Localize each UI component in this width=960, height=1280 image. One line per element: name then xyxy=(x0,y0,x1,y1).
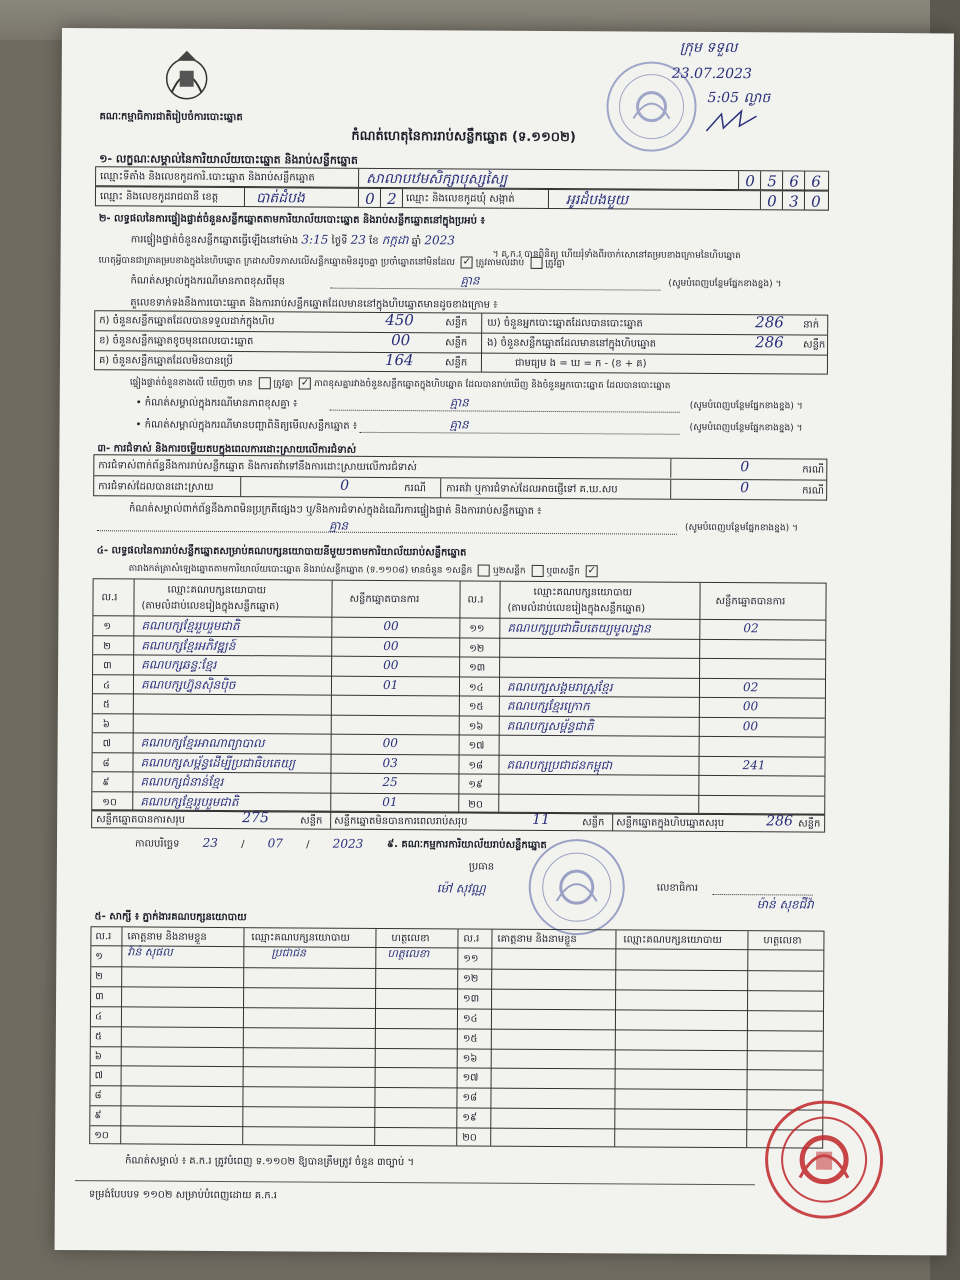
province-code-digit: 2 xyxy=(380,189,403,207)
fig-e-unit: សន្លឹក xyxy=(803,339,826,351)
fig-d-value: 286 xyxy=(755,313,784,332)
total-invalid-label: សន្លឹកឆ្នោតមិនបានការពេលរាប់សរុប xyxy=(334,815,468,828)
party-number: ២០ xyxy=(468,798,483,811)
total-ballots-label: សន្លឹកឆ្នោតក្នុងហិបឆ្នោតសរុប xyxy=(616,817,725,830)
witness-row-number: ៩ xyxy=(94,1110,102,1122)
checkbox-checked[interactable]: ✓ xyxy=(300,377,310,389)
s2-opt1-label: ត្រូវតាមលំដាប់ xyxy=(475,258,525,269)
w-col-sign-right: ហត្ថលេខា xyxy=(763,935,802,947)
resolved-value: 0 xyxy=(340,477,350,494)
issuer-name: គណៈកម្មាធិការជាតិរៀបចំការបោះឆ្នោត xyxy=(99,111,243,124)
checkbox[interactable] xyxy=(258,377,270,389)
s4-opt3-label: ឬ៣សន្លឹក xyxy=(546,566,580,577)
witness-row-number: ៤ xyxy=(94,1010,103,1022)
party-name: គណបក្សជំនាន់ខ្មែរ xyxy=(140,774,224,789)
party-number: ៥ xyxy=(102,699,110,711)
witness-row-number: ៥ xyxy=(94,1030,102,1042)
form-title: កំណត់ហេតុនៃការរាប់សន្លឹកឆ្នោត (ទ.១១០២) xyxy=(351,128,576,146)
party-votes: 00 xyxy=(742,699,759,714)
party-votes: 03 xyxy=(382,755,398,770)
fig-b-value: 00 xyxy=(391,331,411,350)
witness-row-number: ៧ xyxy=(94,1070,103,1082)
witness-row-number: ១១ xyxy=(463,953,479,965)
secretary-signature: ម៉ាន់ សុខជីវ៉ា xyxy=(756,897,814,912)
fig-d-unit: នាក់ xyxy=(803,319,820,331)
s3-note-value: គ្មាន xyxy=(328,518,349,533)
total-ballots-unit: សន្លឹក xyxy=(798,818,821,830)
form-code: ទម្រង់បែបបទ ១១០២ សម្រាប់បំពេញដោយ គ.ក.រ xyxy=(88,1189,278,1202)
date-month: 07 xyxy=(267,836,284,851)
party-name: គណបក្សខ្មែររួបរួមជាតិ xyxy=(141,618,240,634)
s2-note3-label: • កំណត់សម្គាល់ក្នុងករណីមានបញ្ហាពិនិត្យមើលសន្លឹកឆ្នោត ៖ xyxy=(135,419,358,432)
w-col-party-right: ឈ្មោះគណបក្សនយោបាយ xyxy=(623,934,722,947)
party-votes: 00 xyxy=(742,718,759,733)
checkbox-checked[interactable]: ✓ xyxy=(587,565,596,577)
s2-para3: តួលេខទាក់ទងនឹងការបោះឆ្នោត និងការរាប់សន្លឹកឆ្នោតដែលមាននៅក្នុងហិបឆ្នោតមានដូចខាងក្រោម ៖ xyxy=(130,297,498,311)
s2-para2-text: ហេតុអ្វីបានជាត្រាគម្របខាងក្នុងនៃហិបឆ្នោត ក្រដាសបិទភាសលើសន្លឹកឆ្នោតមិនដូចគ្នា ប្រចាំឆ្នោតនៅមិនដែល xyxy=(98,255,455,268)
objections-unit: ករណី xyxy=(802,464,825,476)
witness-row-number: ២ xyxy=(95,971,103,983)
s1-row1-label: ឈ្មោះទីតាំង និងលេខកូដការិ.បោះឆ្នោត និងរាប់សន្លឹកឆ្នោត xyxy=(100,171,315,184)
verification-day: 23 xyxy=(350,232,366,247)
total-valid-unit: សន្លឹក xyxy=(300,815,323,827)
secretary-label: លេខាធិការ xyxy=(656,882,699,894)
witness-row-number: ១៤ xyxy=(462,1013,478,1025)
w-col-no-left: ល.រ xyxy=(95,931,112,943)
col-party-sub-left: (តាមលំដាប់លេខរៀងក្នុងសន្លឹកឆ្នោត) xyxy=(141,600,280,613)
party-number: ១ xyxy=(103,621,111,633)
resolved-unit: ករណី xyxy=(404,483,426,495)
s2-para1-rest: ។ គ.ក.រ បានពិនិត្យ ហើយរុំទាំងពីរចាក់សោនៅគម្របខាងក្រោមនៃហិបឆ្នោត xyxy=(492,249,741,262)
s2-note1-suffix: (សូមបំពេញបន្ថែមផ្នែកខាងខ្នង) ។ xyxy=(668,278,782,290)
party-name: គណបក្សខ្មែរអភិវឌ្ឍន៍ xyxy=(141,637,236,653)
s4-intro xyxy=(129,562,601,578)
party-name: គណបក្សសម្ព័ន្ធជាតិ xyxy=(506,718,594,733)
total-invalid-value: 11 xyxy=(532,811,551,828)
party-name: គណបក្សប្រជាជនកម្ពុជា xyxy=(506,757,613,772)
fig-a-value: 450 xyxy=(385,310,414,330)
s3-table xyxy=(93,454,827,500)
fig-b-unit: សន្លឹក xyxy=(445,337,468,349)
party-number: ១៩ xyxy=(468,779,484,791)
witness1-name: វ៉ាន់ សុផល xyxy=(127,945,173,959)
s2-note1-value: គ្មាន xyxy=(460,273,480,288)
total-invalid-unit: សន្លឹក xyxy=(582,817,605,829)
checkbox-checked[interactable]: ✓ xyxy=(462,256,472,268)
forwarded-label: ការតវ៉ា ឬការជំទាស់ដែលអាចផ្ញើទៅ គ.ឃ.សប xyxy=(446,483,618,496)
party-name: គណបក្សហ្វ៊ុនស៊ិនប៉ិច xyxy=(140,676,236,692)
party-name: គណបក្សឆន្ទៈខ្មែរ xyxy=(141,657,217,672)
section1-heading: ១- លក្ខណៈសម្គាល់នៃការិយាល័យបោះឆ្នោត និងរាប់សន្លឹកឆ្នោត xyxy=(99,152,358,167)
col-party-sub-right: (តាមលំដាប់លេខរៀងក្នុងសន្លឹកឆ្នោត) xyxy=(507,602,646,615)
party-name: គណបក្សសម្ព័ន្ធដើម្បីប្រជាធិបតេយ្យ xyxy=(140,754,296,770)
day-label: ថ្ងៃទី xyxy=(331,235,348,247)
party-name: គណបក្សខ្មែរអាណាព្យាបាល xyxy=(140,735,265,751)
s2-check-line xyxy=(130,376,671,393)
s2-para2 xyxy=(99,254,565,270)
s4-intro-text: តារាងកត់ត្រាសំឡេងឆ្នោតតាមការិយាល័យបោះឆ្នោត និងរាប់សន្លឹកឆ្នោត (ទ.១១០៨) មានចំនួន ១សន្លឹក xyxy=(128,563,473,577)
commune-code-digit: 0 xyxy=(760,191,783,209)
chair-label: ប្រធាន xyxy=(468,861,495,873)
w-col-party-left: ឈ្មោះគណបក្សនយោបាយ xyxy=(251,932,350,944)
fig-b-label: ខ) ចំនួនសន្លឹកឆ្នោតខូចមុនពេលបោះឆ្នោត xyxy=(99,335,254,348)
s2-opt2-label: ត្រូវគ្នា xyxy=(545,258,565,269)
committee-stamp xyxy=(528,839,625,936)
commune-name: អូរដំបងមួយ xyxy=(565,192,629,209)
footer-note: កំណត់សម្គាល់ ៖ គ.ក.រ ត្រូវបំពេញ ទ.១១០២ ឱ្យបានត្រឹមត្រូវ ចំនួន ៣ច្បាប់ ។ xyxy=(125,1155,415,1169)
forwarded-unit: ករណី xyxy=(802,485,824,497)
official-stamp-red xyxy=(765,1100,884,1219)
party-number: ៧ xyxy=(102,738,111,750)
party-votes: 00 xyxy=(383,618,399,634)
received-time: 5:05 ល្ងាច xyxy=(707,89,771,107)
party-number: ១០ xyxy=(102,796,117,808)
s3-note-label: កំណត់សម្គាល់ពាក់ព័ន្ធនឹងភាពមិនប្រក្រតីផ្សេងៗ ឬ/និងការជំទាស់ក្នុងដំណើរការផ្ទៀងផ្ទាត់ និងការរាប់សន្លឹកឆ្នោត ៖ xyxy=(129,503,542,517)
witness-row-number: ៨ xyxy=(94,1090,102,1102)
year-label: ឆ្នាំ xyxy=(411,236,422,248)
fig-formula: ជាមធ្យម ង = ឃ = ក - (ខ + គ) xyxy=(514,357,647,370)
resolved-label: ការជំទាស់ដែលបានដោះស្រាយ xyxy=(98,481,214,493)
party-votes: 00 xyxy=(382,735,398,751)
province-code-digit: 0 xyxy=(358,189,381,207)
check-line-text: ផ្ទៀងផ្ទាត់ចំនួនខាងលើ ឃើញថា មាន xyxy=(129,377,253,389)
date-day: 23 xyxy=(202,835,218,850)
s2-para1-text: ការផ្ទៀងផ្ទាត់ចំនួនសន្លឹកឆ្នោតធ្វើឡើងនៅម៉ោង xyxy=(130,234,299,247)
party-name: គណបក្សសង្គមរាស្ត្រខ្មែរ xyxy=(506,679,613,694)
witness1-party: ប្រជាជន xyxy=(271,946,307,960)
witness-row-number: ១៩ xyxy=(462,1112,478,1124)
date-label: កាលបរិច្ឆេទ xyxy=(134,838,180,850)
fig-e-value: 286 xyxy=(755,333,784,352)
s2-note1-label: កំណត់សម្គាល់ក្នុងករណីមានភាពខុសពីមុន xyxy=(130,275,286,288)
section2-heading: ២- លទ្ធផលនៃការផ្ទៀងផ្ទាត់ចំនួនសន្លឹកឆ្នោតតាមការិយាល័យបោះឆ្នោត និងរាប់សន្លឹកឆ្នោតនៅក្នុងប្រអប់ ៖ xyxy=(98,213,485,227)
party-name: គណបក្សខ្មែររួបរួមជាតិ xyxy=(140,793,239,809)
party-votes: 00 xyxy=(383,657,399,673)
col-party-left: ឈ្មោះគណបក្សនយោបាយ xyxy=(167,584,267,597)
s1-row2 xyxy=(95,186,829,210)
s2-note3-suffix: (សូមបំពេញបន្ថែមផ្នែកខាងខ្នង) ។ xyxy=(689,422,803,434)
province-name: បាត់ដំបង xyxy=(255,190,305,207)
verification-time: 3:15 xyxy=(301,232,329,247)
objections-value: 0 xyxy=(740,459,750,476)
col-votes-left: សន្លឹកឆ្នោតបានការ xyxy=(349,593,420,606)
checkbox[interactable] xyxy=(531,565,543,577)
party-name: គណបក្សប្រជាធិបតេយ្យមូលដ្ឋាន xyxy=(507,620,651,636)
party-number: ៨ xyxy=(102,757,110,769)
s2-note2-label: • កំណត់សម្គាល់ក្នុងករណីមានភាពខុសគ្នា ៖ xyxy=(135,397,298,410)
station-code-digit: 0 xyxy=(738,171,761,189)
s2-note3-value: គ្មាន xyxy=(449,417,469,432)
party-number: ៣ xyxy=(103,660,112,672)
total-valid-label: សន្លឹកឆ្នោតបានការសរុប xyxy=(96,814,186,826)
witness-row-number: ១៥ xyxy=(462,1033,478,1045)
chair-signature: ម៉ៅ សុវណ្ណ xyxy=(436,881,486,896)
w-col-sign-left: ហត្ថលេខា xyxy=(391,933,430,945)
party-votes: 241 xyxy=(742,757,766,772)
s1-row2-label: ឈ្មោះ និងលេខកូដរាជធានី ខេត្ត xyxy=(99,191,219,203)
party-number: ៤ xyxy=(102,679,111,691)
fig-e-label: ង) ចំនួនសន្លឹកឆ្នោតដែលមាននៅក្នុងហិបឆ្នោត xyxy=(487,337,657,350)
total-valid-value: 275 xyxy=(242,810,269,827)
fig-a-unit: សន្លឹក xyxy=(445,317,468,329)
party-number: ១៧ xyxy=(468,740,485,752)
s2-note2-value: គ្មាន xyxy=(449,395,469,410)
party-votes: 01 xyxy=(382,794,398,809)
received-date: 23.07.2023 xyxy=(671,65,752,83)
s2-para1 xyxy=(131,232,455,248)
fig-c-unit: សន្លឹក xyxy=(444,357,468,369)
s2-figures-table xyxy=(94,310,828,374)
witness-row-number: ១៨ xyxy=(462,1092,478,1104)
witness-row-number: ២០ xyxy=(462,1132,477,1144)
totals-row xyxy=(91,810,825,832)
party-votes: 25 xyxy=(382,774,398,790)
commune-code-digit: 3 xyxy=(782,191,805,209)
party-votes: 02 xyxy=(743,621,759,636)
objections-label: ការជំទាស់ពាក់ព័ន្ធនឹងការរាប់សន្លឹកឆ្នោត និងការតវ៉ាទៅនឹងការដោះស្រាយលើការជំទាស់ xyxy=(98,460,417,474)
total-ballots-value: 286 xyxy=(766,813,793,830)
party-name: គណបក្សខ្មែរក្រោក xyxy=(506,698,590,714)
s4-opt2-label: ឬ២សន្លឹក xyxy=(493,566,526,577)
fig-c-label: គ) ចំនួនសន្លឹកឆ្នោតដែលមិនបានប្រើ xyxy=(98,355,233,368)
witness-row-number: ១២ xyxy=(463,973,479,985)
party-number: ១៣ xyxy=(469,662,486,674)
witness-row-number: ៦ xyxy=(94,1050,102,1062)
s1-commune-label: ឈ្មោះ និងលេខកូដឃុំ សង្កាត់ xyxy=(405,193,515,205)
party-votes: 01 xyxy=(382,677,399,692)
col-votes-right: សន្លឹកឆ្នោតបានការ xyxy=(715,596,786,608)
party-votes: 00 xyxy=(383,638,399,653)
nec-emblem-icon xyxy=(162,49,212,103)
party-number: ១៥ xyxy=(468,701,484,713)
section4-heading: ៤- លទ្ធផលនៃការរាប់សន្លឹកឆ្នោតសម្រាប់គណបក្សនយោបាយនីមួយៗតាមការិយាល័យរាប់សន្លឹកឆ្នោត xyxy=(96,545,467,559)
station-code-digit: 5 xyxy=(760,171,783,189)
checkbox[interactable] xyxy=(478,565,490,577)
results-table xyxy=(91,578,826,814)
checkbox[interactable] xyxy=(530,257,542,269)
verification-month: កក្កដា xyxy=(381,232,409,248)
check-opt2-label: ភាពខុសគ្នារវាងចំនួនសន្លឹកឆ្នោតក្នុងហិបឆ្នោត ដែលបានរាប់ឃើញ និងចំនួនអ្នកបោះឆ្នោត ដែលបានបោះឆ្នោត xyxy=(314,379,671,392)
date-year: 2023 xyxy=(332,836,364,851)
party-number: ១២ xyxy=(469,642,485,655)
col-party-right: ឈ្មោះគណបក្សនយោបាយ xyxy=(533,586,633,599)
col-no-left: ល.រ xyxy=(101,592,118,604)
col-no-right: ល.រ xyxy=(467,594,484,606)
witness-row-number: ១៦ xyxy=(462,1052,478,1065)
s2-note2-suffix: (សូមបំពេញបន្ថែមផ្នែកខាងខ្នង) ។ xyxy=(689,400,803,412)
party-number: ៦ xyxy=(102,718,110,730)
received-note: ក្រុម ទទួល xyxy=(679,39,738,57)
check-opt1-label: ត្រូវគ្នា xyxy=(273,378,294,389)
commune-code-digit: 0 xyxy=(804,192,827,210)
party-number: ១៤ xyxy=(468,681,484,694)
section3-heading: ៣- ការជំទាស់ និងការចម្លើយតបក្នុងពេលការដោះស្រាយលើការជំទាស់ xyxy=(97,443,357,456)
received-signature xyxy=(701,106,761,140)
witness1-signature: ហត្ថលេខា xyxy=(387,947,430,961)
s3-note-suffix: (សូមបំពេញបន្ថែមផ្នែកខាងខ្នង) ។ xyxy=(684,522,798,534)
party-number: ២ xyxy=(103,640,111,652)
party-number: ១១ xyxy=(469,623,485,635)
section5-heading: ៥- សាក្សី ៖ ភ្នាក់ងារគណបក្សនយោបាយ xyxy=(94,911,247,924)
w-col-name-right: គោត្តនាម និងនាមខ្លួន xyxy=(497,933,577,946)
party-number: ១៦ xyxy=(468,720,484,733)
party-votes: 02 xyxy=(742,679,759,694)
party-number: ៩ xyxy=(102,777,110,789)
station-code-digit: 6 xyxy=(804,172,827,190)
w-col-no-right: ល.រ xyxy=(463,933,480,945)
forwarded-value: 0 xyxy=(740,480,750,497)
w-col-name-left: គោត្តនាម និងនាមខ្លួន xyxy=(127,931,207,943)
date-line: កាលបរិច្ឆេទ 23 / 07 / 2023 xyxy=(134,835,364,851)
polling-station-name: សាលាបឋមសិក្សាបុស្សស្បៃ xyxy=(366,170,508,188)
form-page xyxy=(55,28,954,1255)
witness-row-number: ៣ xyxy=(95,991,104,1003)
fig-a-label: ក) ចំនួនសន្លឹកឆ្នោតដែលបានទទួលដាក់ក្នុងហិប xyxy=(99,315,275,328)
verification-year: 2023 xyxy=(424,233,455,248)
fig-d-label: ឃ) ចំនួនអ្នកបោះឆ្នោតដែលបានបោះឆ្នោត xyxy=(487,317,643,330)
witness-table xyxy=(89,926,824,1148)
witness-row-number: ១ xyxy=(95,951,103,963)
witness-row-number: ១៧ xyxy=(462,1072,479,1084)
station-code-digit: 6 xyxy=(782,171,805,189)
committee-heading: ៩. គណៈកម្មការការិយាល័យរាប់សន្លឹកឆ្នោត xyxy=(386,839,547,851)
fig-c-value: 164 xyxy=(384,350,414,370)
witness-row-number: ១៣ xyxy=(463,993,480,1005)
witness-row-number: ១០ xyxy=(94,1130,109,1142)
party-number: ១៨ xyxy=(468,759,484,772)
month-label: ខែ xyxy=(369,235,379,247)
